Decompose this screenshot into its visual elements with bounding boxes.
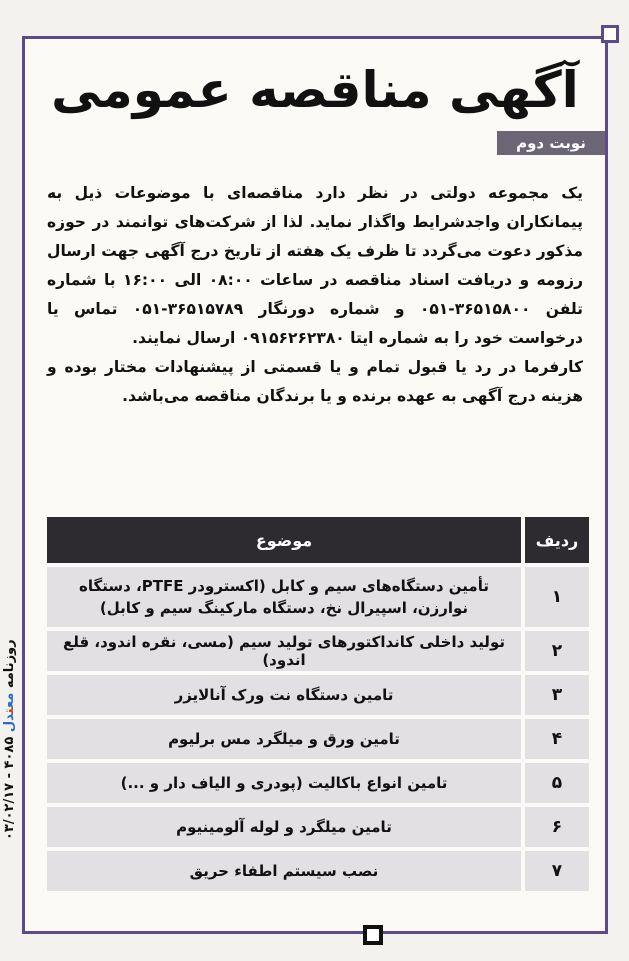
row-subject: تولید داخلی کانداکتورهای تولید سیم (مسی، نقره اندود، قلع اندود) <box>47 631 521 671</box>
table-row <box>47 567 589 627</box>
row-number: ۴ <box>521 719 589 759</box>
row-number: ۷ <box>521 851 589 891</box>
corner-ornament <box>601 25 619 43</box>
body-paragraph: یک مجموعه دولتی در نظر دارد مناقصه‌ای با موضوعات ذیل به پیمانکاران واجدشرایط واگذار نماید. لذا از شرکت‌های توانمند در حوزه مذکور دعوت می‌گردد تا ظرف یک هفته از تاریخ درج آگهی جهت ارسال رزومه و دریافت اسناد مناقصه در ساعات ۰۸:۰۰ الی ۱۶:۰۰ با شماره تلفن ۳۶۵۱۵۸۰۰-۰۵۱ و شماره دورنگار ۳۶۵۱۵۷۸۹-۰۵۱ تماس یا درخواست خود را به شماره ایتا ۰۹۱۵۶۲۶۲۳۸۰ ارسال نمایند. <box>47 184 583 347</box>
row-number: ۵ <box>521 763 589 803</box>
table-row <box>47 807 589 847</box>
issue-date: ۴۰۸۵ - ۰۳/۰۲/۱۷ <box>2 737 17 841</box>
row-number: ۳ <box>521 675 589 715</box>
table-header-row <box>47 517 589 563</box>
newspaper-side-label <box>2 560 20 920</box>
table-row <box>47 763 589 803</box>
table-row <box>47 631 589 671</box>
row-subject: نصب سیستم اطفاء حریق <box>47 851 521 891</box>
body-paragraph: کارفرما در رد یا قبول تمام و یا قسمتی از پیشنهادات مختار بوده و هزینه درج آگهی به عهده برنده و یا برندگان مناقصه می‌باشد. <box>47 358 583 405</box>
newspaper-brand-mid: ت <box>2 708 17 714</box>
row-number: ۶ <box>521 807 589 847</box>
header-row-number: ردیف <box>521 517 589 563</box>
row-subject: تامین ورق و میلگرد مس برلیوم <box>47 719 521 759</box>
subjects-table <box>47 513 589 895</box>
corner-ornament-bottom <box>363 925 383 945</box>
newspaper-brand-end: دل <box>2 713 17 733</box>
row-number: ۲ <box>521 631 589 671</box>
table-row <box>47 851 589 891</box>
notice-body <box>47 179 583 411</box>
round-badge: نوبت دوم <box>497 131 605 155</box>
newspaper-prefix: روزنامه <box>2 639 17 689</box>
row-subject: تأمین دستگاه‌های سیم و کابل (اکسترودر PTFE، دستگاه نوارزن، اسپیرال نخ، دستگاه مارکینگ سیم و کابل) <box>47 567 521 627</box>
row-subject: تامین میلگرد و لوله آلومینیوم <box>47 807 521 847</box>
table-row <box>47 675 589 715</box>
row-number: ۱ <box>521 567 589 627</box>
row-subject: تامین دستگاه نت ورک آنالایزر <box>47 675 521 715</box>
newspaper-brand: مع <box>2 692 17 709</box>
row-subject: تامین انواع باکالیت (پودری و الیاف دار و ...) <box>47 763 521 803</box>
header-subject: موضوع <box>47 517 521 563</box>
notice-title: آگهی مناقصه عمومی <box>51 61 579 119</box>
notice-frame <box>22 36 608 934</box>
table-row <box>47 719 589 759</box>
